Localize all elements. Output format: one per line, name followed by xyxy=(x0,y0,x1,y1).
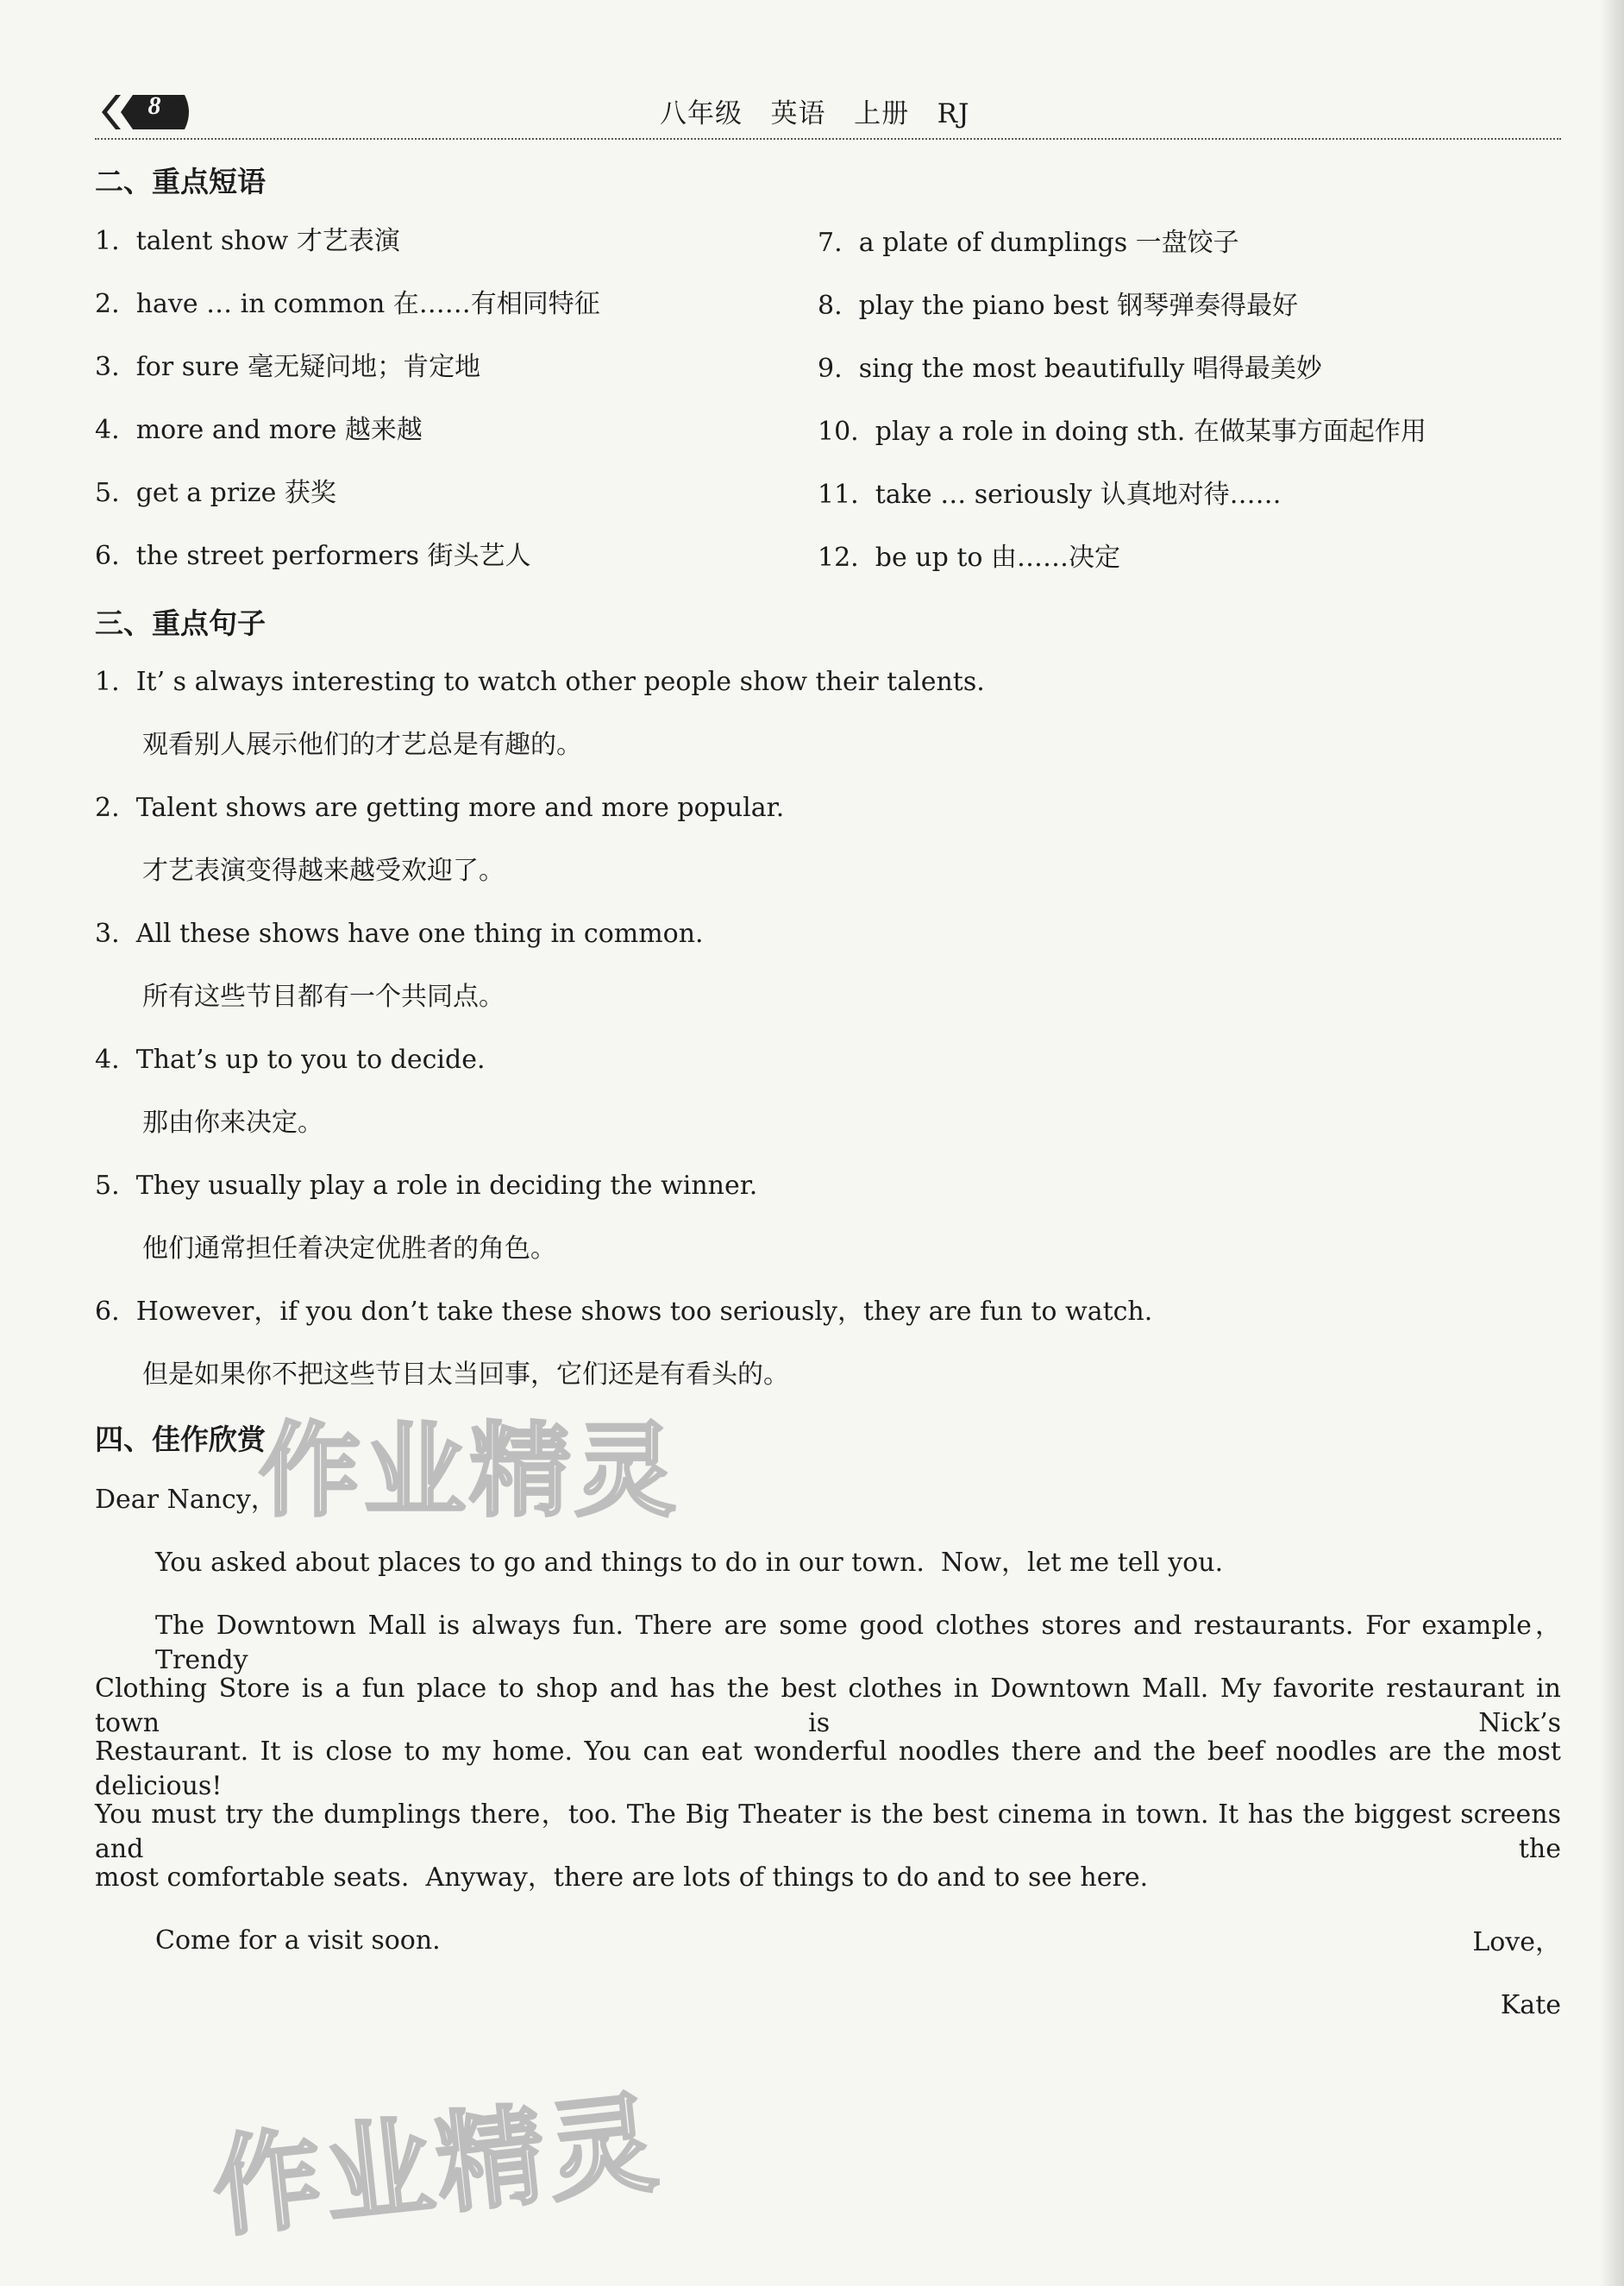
letter-signature: Kate xyxy=(1500,1990,1561,2020)
phrase-item: 5. get a prize 获奖 xyxy=(95,478,336,508)
phrase-item: 11. take … seriously 认真地对待…… xyxy=(818,480,1282,510)
phrase-item: 3. for sure 毫无疑问地；肯定地 xyxy=(95,352,481,382)
phrase-item: 6. the street performers 街头艺人 xyxy=(95,541,531,571)
section-title-phrases: 二、重点短语 xyxy=(95,165,266,198)
header-title: 八年级 英语 上册 RJ xyxy=(660,98,970,129)
page-number: 8 xyxy=(147,91,161,120)
sentence-en: 2. Talent shows are getting more and more popular. xyxy=(95,793,785,823)
letter-line: most comfortable seats. Anyway，there are lots of things to do and to see here. xyxy=(95,1862,1149,1893)
sentence-zh: 观看别人展示他们的才艺总是有趣的。 xyxy=(142,730,582,760)
sentence-en: 5. They usually play a role in deciding the winner. xyxy=(95,1171,758,1201)
sentence-en: 4. That’s up to you to decide. xyxy=(95,1045,486,1075)
letter-line: The Downtown Mall is always fun. There are some good clothes stores and restaurants. For example，Trendy xyxy=(155,1611,1561,1675)
phrase-item: 2. have … in common 在……有相同特征 xyxy=(95,289,600,319)
letter-paragraph: You asked about places to go and things to do in our town. Now，let me tell you. xyxy=(155,1548,1224,1578)
letter-closing: Come for a visit soon. xyxy=(155,1925,441,1956)
sentence-en: 6. However，if you don’t take these shows too seriously，they are fun to watch. xyxy=(95,1297,1153,1327)
sentence-zh: 那由你来决定。 xyxy=(142,1108,323,1138)
phrase-item: 12. be up to 由……决定 xyxy=(818,543,1120,573)
page-header xyxy=(95,85,1561,136)
section-title-model-essay: 四、佳作欣赏 xyxy=(95,1422,266,1456)
letter-sign-off: Love， xyxy=(1472,1927,1561,1957)
sentence-zh: 但是如果你不把这些节目太当回事，它们还是有看头的。 xyxy=(142,1360,789,1390)
page-edge-shadow xyxy=(1600,0,1624,2286)
letter-line: You must try the dumplings there，too. The Big Theater is the best cinema in town. It has the biggest screens and the xyxy=(95,1799,1561,1864)
phrase-item: 7. a plate of dumplings 一盘饺子 xyxy=(818,228,1239,258)
sentence-zh: 才艺表演变得越来越受欢迎了。 xyxy=(142,856,505,886)
phrase-item: 4. more and more 越来越 xyxy=(95,415,423,445)
sentence-zh: 他们通常担任着决定优胜者的角色。 xyxy=(142,1234,556,1264)
sentence-en: 3. All these shows have one thing in common. xyxy=(95,919,704,949)
watermark-text: 作业精灵 xyxy=(206,2079,667,2252)
header-divider xyxy=(95,138,1561,140)
phrase-item: 1. talent show 才艺表演 xyxy=(95,226,400,256)
letter-line: Clothing Store is a fun place to shop and has the best clothes in Downtown Mall. My favorite restaurant in town is Nick’s xyxy=(95,1674,1561,1738)
phrase-item: 9. sing the most beautifully 唱得最美妙 xyxy=(818,354,1322,384)
section-title-sentences: 三、重点句子 xyxy=(95,606,266,640)
watermark-text: 作业精灵 xyxy=(259,1411,680,1530)
phrase-item: 10. play a role in doing sth. 在做某事方面起作用 xyxy=(818,417,1426,447)
phrase-item: 8. play the piano best 钢琴弹奏得最好 xyxy=(818,291,1299,321)
sentence-en: 1. It’ s always interesting to watch other people show their talents. xyxy=(95,667,985,697)
letter-greeting: Dear Nancy， xyxy=(95,1485,277,1515)
letter-line: Restaurant. It is close to my home. You can eat wonderful noodles there and the beef noodles are the most delicious! xyxy=(95,1736,1561,1801)
sentence-zh: 所有这些节目都有一个共同点。 xyxy=(142,982,505,1012)
